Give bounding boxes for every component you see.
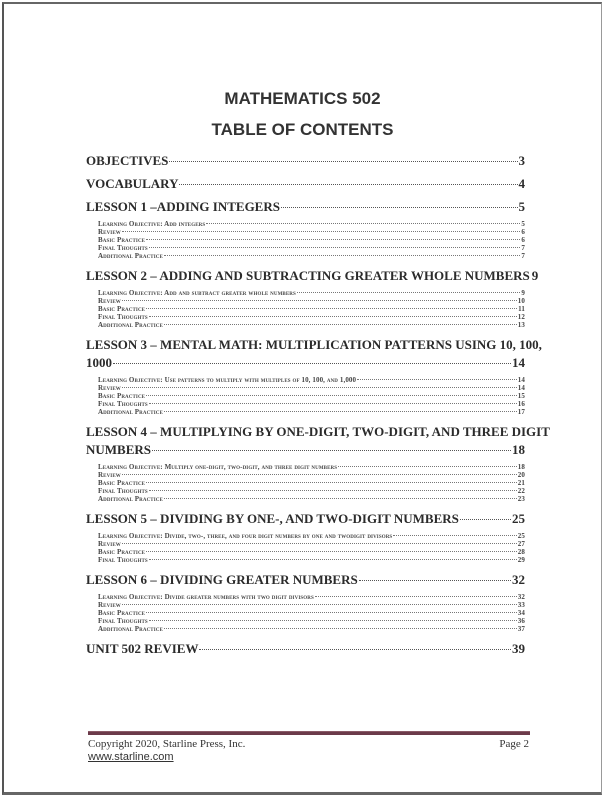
dot-leader [338,466,517,467]
toc-subitem-label: Review [98,384,121,392]
dot-leader [122,387,517,388]
toc-subitem-page: 25 [517,532,525,540]
toc-subitem-label: Basic Practice [98,305,146,313]
toc-entry-page: 14 [512,355,525,370]
toc-subitem-page: 7 [521,252,525,260]
toc-subitem[interactable] [98,313,525,321]
toc-subitem[interactable] [98,548,525,556]
toc-subitem-label: Review [98,228,121,236]
toc-entry-label: LESSON 6 – DIVIDING GREATER NUMBERS [86,572,358,587]
dot-leader [164,498,517,499]
toc-subitem-label: Additional Practice [98,625,163,633]
toc-subitem[interactable] [98,471,525,479]
toc-lesson-3[interactable] [86,336,542,372]
document-title: MATHEMATICS 502 [224,89,381,108]
dot-leader [146,308,517,309]
toc-entry-vocabulary[interactable] [86,175,525,193]
dot-leader [164,628,517,629]
dot-leader [122,231,521,232]
dot-leader [281,207,518,208]
toc-subitem[interactable] [98,400,525,408]
toc-subitem[interactable] [98,601,525,609]
dot-leader [152,450,511,451]
toc-subitem-page: 11 [518,305,525,313]
toc-subitem[interactable] [98,593,525,601]
toc-subitem[interactable] [98,617,525,625]
toc-subitem[interactable] [98,376,525,384]
toc-subitem[interactable] [98,532,525,540]
dot-leader [146,612,517,613]
toc-subitem-page: 32 [517,593,525,601]
dot-leader [357,379,517,380]
website-link[interactable]: www.starline.com [88,751,174,763]
dot-leader [146,482,517,483]
toc-subitem[interactable] [98,236,525,244]
toc-entry-label-line2: NUMBERS [86,442,152,457]
toc-heading: TABLE OF CONTENTS [211,120,394,139]
toc-subitem[interactable] [98,495,525,503]
dot-leader [164,324,517,325]
toc-subitem-label: Review [98,297,121,305]
toc-subitem-label: Review [98,471,121,479]
footer-divider [88,731,530,735]
dot-leader [122,474,517,475]
toc-subitem-label: Learning Objective: Add integers [98,220,206,228]
toc-subitem-label: Learning Objective: Divide, two-, three, and four digit numbers by one and twodigit divisors [98,532,393,540]
toc-subitem-label: Additional Practice [98,408,163,416]
toc-subitem-page: 21 [517,479,525,487]
toc-subitem[interactable] [98,297,525,305]
dot-leader [146,239,520,240]
toc-subitem[interactable] [98,305,525,313]
toc-subitem[interactable] [98,244,525,252]
toc-subitem[interactable] [98,289,525,297]
dot-leader [164,411,517,412]
toc-subitem[interactable] [98,487,525,495]
dot-leader [169,161,517,162]
dot-leader [315,596,517,597]
toc-subitem-page: 16 [517,400,525,408]
footer-left [88,738,245,764]
toc-subitem[interactable] [98,321,525,329]
toc-subitem-label: Basic Practice [98,236,146,244]
toc-subitem-page: 14 [517,376,525,384]
toc-entry-label: UNIT 502 REVIEW [86,641,199,656]
toc-subitem-page: 14 [517,384,525,392]
toc-subitem-label: Final Thoughts [98,400,148,408]
dot-leader [199,649,511,650]
toc-subitem[interactable] [98,392,525,400]
toc-subitem-label: Learning Objective: Use patterns to multiply with multiples of 10, 100, and 1,000 [98,376,357,384]
toc-subitem[interactable] [98,384,525,392]
toc-subitem-page: 6 [521,228,525,236]
dot-leader [206,223,520,224]
toc-entry-page: 32 [512,572,525,587]
dot-leader [149,620,517,621]
toc-subitem[interactable] [98,556,525,564]
toc-subitem-label: Basic Practice [98,392,146,400]
toc-subitem[interactable] [98,252,525,260]
toc-subitem-page: 23 [517,495,525,503]
toc-subitem-label: Review [98,601,121,609]
dot-leader [149,490,517,491]
toc-entry-page: 18 [512,442,525,457]
toc-entry-label: LESSON 1 –ADDING INTEGERS [86,199,280,214]
toc-subitem-page: 6 [521,236,525,244]
toc-subitem-page: 18 [517,463,525,471]
dot-leader [149,316,517,317]
toc-subitem-page: 15 [517,392,525,400]
toc-entry-label-line1: LESSON 3 – MENTAL MATH: MULTIPLICATION PATTERNS USING 10, 100, [86,337,542,352]
toc-entry-page: 4 [518,176,525,191]
toc-subitem-page: 27 [517,540,525,548]
toc-subitem-page: 36 [517,617,525,625]
toc-subitem-page: 22 [517,487,525,495]
toc-subitem-label: Final Thoughts [98,313,148,321]
toc-subitem[interactable] [98,228,525,236]
page-number: Page 2 [499,738,529,750]
toc-subitem-page: 9 [521,289,525,297]
dot-leader [113,363,511,364]
toc-subitem-page: 28 [517,548,525,556]
toc-entry-label: VOCABULARY [86,176,179,191]
toc-subitem-label: Final Thoughts [98,556,148,564]
toc-subitem-label: Basic Practice [98,479,146,487]
dot-leader [149,559,517,560]
toc-subitem-label: Learning Objective: Add and subtract greater whole numbers [98,289,296,297]
dot-leader [122,604,517,605]
dot-leader [460,519,511,520]
toc-subitem[interactable] [98,463,525,471]
toc-subitem[interactable] [98,625,525,633]
toc-subitem[interactable] [98,479,525,487]
toc-entry-label: LESSON 2 – ADDING AND SUBTRACTING GREATER WHOLE NUMBERS [86,268,530,283]
toc-lesson-4[interactable] [86,423,550,459]
toc-subitem-page: 10 [517,297,525,305]
toc-subitem-label: Additional Practice [98,321,163,329]
toc-subitem-page: 33 [517,601,525,609]
dot-leader [164,255,520,256]
toc-subitem-label: Additional Practice [98,495,163,503]
toc-subitem-label: Learning Objective: Divide greater numbers with two digit divisors [98,593,314,601]
copyright-text: Copyright 2020, Starline Press, Inc. [88,738,246,750]
toc-subitem[interactable] [98,540,525,548]
table-of-contents [86,152,550,658]
toc-subitem-label: Additional Practice [98,252,163,260]
toc-entry-page: 25 [512,511,525,526]
toc-subitem-label: Final Thoughts [98,244,148,252]
dot-leader [149,247,521,248]
toc-subitem-page: 7 [521,244,525,252]
toc-subitem-label: Basic Practice [98,548,146,556]
toc-entry-label: OBJECTIVES [86,153,169,168]
toc-subitem[interactable] [98,220,525,228]
dot-leader [179,184,517,185]
toc-entry-label-line1: LESSON 4 – MULTIPLYING BY ONE-DIGIT, TWO-DIGIT, AND THREE DIGIT [86,424,550,439]
dot-leader [359,580,511,581]
dot-leader [146,551,517,552]
toc-entry-page: 39 [512,641,525,656]
toc-subitem-page: 37 [517,625,525,633]
toc-subitem-page: 17 [517,408,525,416]
toc-subitem-label: Review [98,540,121,548]
toc-subitem-page: 29 [517,556,525,564]
toc-subitem-page: 5 [521,220,525,228]
toc-lesson-1[interactable] [86,198,525,216]
dot-leader [149,403,517,404]
toc-entry-label-line2: 1000 [86,355,112,370]
toc-entry-page: 5 [518,199,525,214]
toc-entry-unit-review[interactable] [86,640,525,658]
dot-leader [146,395,517,396]
toc-subitem-label: Basic Practice [98,609,146,617]
toc-subitem-label: Final Thoughts [98,617,148,625]
toc-entry-page: 9 [531,268,539,283]
toc-lesson-5[interactable] [86,510,525,528]
dot-leader [122,543,517,544]
toc-subitem-page: 13 [517,321,525,329]
toc-subitem[interactable] [98,609,525,617]
toc-entry-page: 3 [518,153,525,168]
dot-leader [393,535,517,536]
toc-subitem[interactable] [98,408,525,416]
toc-subitem-label: Final Thoughts [98,487,148,495]
dot-leader [122,300,517,301]
toc-lesson-6[interactable] [86,571,525,589]
toc-lesson-2[interactable] [86,267,539,285]
toc-subitem-page: 20 [517,471,525,479]
toc-entry-objectives[interactable] [86,152,525,170]
toc-entry-label: LESSON 5 – DIVIDING BY ONE-, AND TWO-DIGIT NUMBERS [86,511,459,526]
toc-subitem-label: Learning Objective: Multiply one-digit, two-digit, and three digit numbers [98,463,338,471]
toc-subitem-page: 12 [517,313,525,321]
dot-leader [297,292,521,293]
toc-subitem-page: 34 [517,609,525,617]
